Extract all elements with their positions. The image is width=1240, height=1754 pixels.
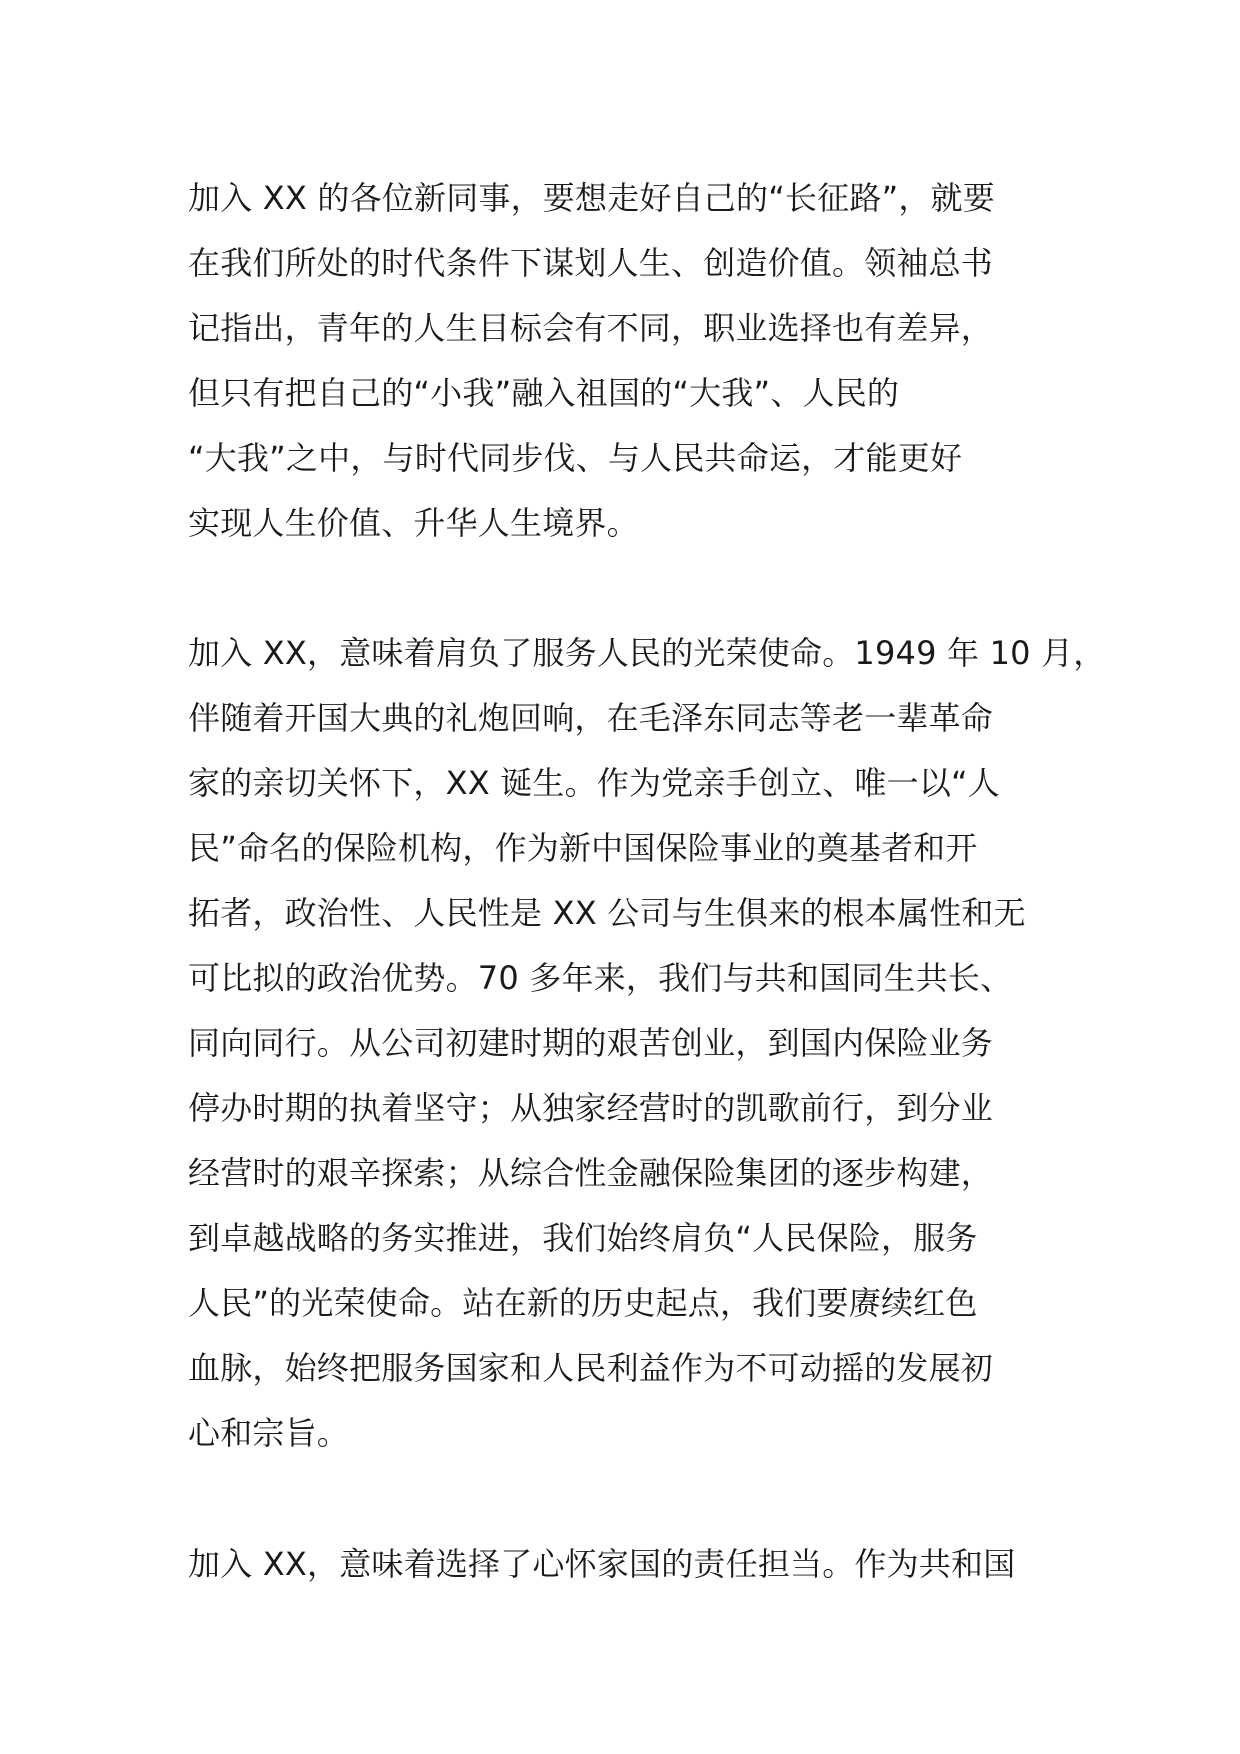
text-line: 在我们所处的时代条件下谋划人生、创造价值。领袖总书 (188, 244, 994, 282)
text-line: 但只有把自己的“小我”融入祖国的“大我”、人民的 (188, 374, 900, 412)
text-line: 加入 XX，意味着肩负了服务人民的光荣使命。1949 年 10 月， (188, 634, 1106, 672)
text-line: 加入 XX，意味着选择了心怀家国的责任担当。作为共和国 (188, 1545, 1016, 1583)
text-line: “大我”之中，与时代同步伐、与人民共命运，才能更好 (188, 439, 963, 477)
text-line: 同向同行。从公司初建时期的艰苦创业，到国内保险业务 (188, 1024, 994, 1062)
paragraph (188, 1532, 1068, 1597)
text-line: 民”命名的保险机构，作为新中国保险事业的奠基者和开 (188, 829, 978, 867)
text-line: 记指出，青年的人生目标会有不同，职业选择也有差异， (188, 309, 994, 347)
paragraph (188, 166, 1068, 556)
text-line: 人民”的光荣使命。站在新的历史起点，我们要赓续红色 (188, 1284, 978, 1322)
text-line: 血脉，始终把服务国家和人民利益作为不可动摇的发展初 (188, 1349, 994, 1387)
text-line: 可比拟的政治优势。70 多年来，我们与共和国同生共长、 (188, 959, 1013, 997)
text-line: 伴随着开国大典的礼炮回响，在毛泽东同志等老一辈革命 (188, 699, 994, 737)
text-line: 到卓越战略的务实推进，我们始终肩负“人民保险，服务 (188, 1219, 978, 1257)
text-line: 拓者，政治性、人民性是 XX 公司与生俱来的根本属性和无 (188, 894, 1026, 932)
text-line: 实现人生价值、升华人生境界。 (188, 504, 639, 542)
paragraph (188, 621, 1106, 1466)
text-line: 经营时的艰辛探索；从综合性金融保险集团的逐步构建， (188, 1154, 994, 1192)
text-line: 心和宗旨。 (188, 1414, 350, 1452)
text-line: 停办时期的执着坚守；从独家经营时的凯歌前行，到分业 (188, 1089, 994, 1127)
text-line: 加入 XX 的各位新同事，要想走好自己的“长征路”，就要 (188, 179, 995, 217)
text-line: 家的亲切关怀下，XX 诞生。作为党亲手创立、唯一以“人 (188, 764, 1000, 802)
